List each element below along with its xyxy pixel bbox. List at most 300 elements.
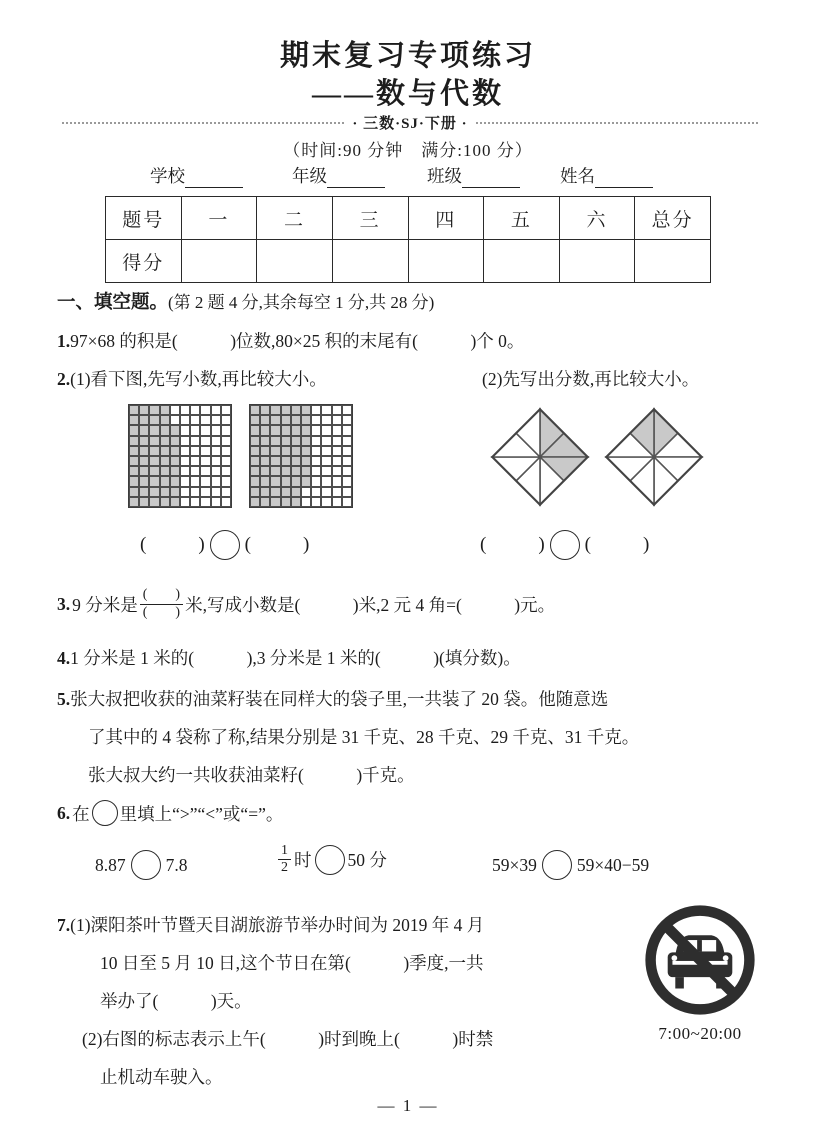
grid-cell xyxy=(149,456,159,466)
grid-cell xyxy=(129,456,139,466)
grid-cell xyxy=(342,466,352,476)
grid-cell xyxy=(281,405,291,415)
grid-cell xyxy=(170,405,180,415)
comparison-circle xyxy=(315,845,345,875)
grid-cell xyxy=(281,415,291,425)
grid-cell xyxy=(129,446,139,456)
score-table-col-6: 六 xyxy=(559,197,635,240)
fraction-compare-blanks xyxy=(480,530,649,560)
grid-cell xyxy=(180,405,190,415)
question-7-line1 xyxy=(57,912,484,937)
field-name xyxy=(560,163,653,188)
paren-close: ) xyxy=(642,534,650,555)
grid-cell xyxy=(221,456,231,466)
paren-open: ( xyxy=(140,534,147,555)
grid-cell xyxy=(170,466,180,476)
grid-cell xyxy=(270,415,280,425)
compare-2-unit: 时 xyxy=(294,850,312,871)
grid-cell xyxy=(139,476,149,486)
grid-cell xyxy=(200,476,210,486)
grid-cell xyxy=(200,456,210,466)
grid-cell xyxy=(311,446,321,456)
decimal-grid-2 xyxy=(249,404,353,508)
grid-cell xyxy=(301,487,311,497)
grid-cell xyxy=(221,487,231,497)
grid-cell xyxy=(170,446,180,456)
grid-cell xyxy=(321,446,331,456)
grid-cell xyxy=(211,436,221,446)
grid-cell xyxy=(221,425,231,435)
paren-close: ) xyxy=(302,534,310,555)
score-table-header-row xyxy=(106,197,711,240)
grid-cell xyxy=(291,476,301,486)
comparison-circle xyxy=(92,800,118,826)
question-6-post: 里填上“>”“<”或“=”。 xyxy=(119,803,284,824)
grid-cell xyxy=(129,487,139,497)
grid-cell xyxy=(291,497,301,507)
grid-cell xyxy=(332,425,342,435)
score-cell xyxy=(332,240,408,283)
grid-cell xyxy=(200,466,210,476)
question-7-line1-text: (1)溧阳茶叶节暨天目湖旅游节举办时间为 2019 年 4 月 xyxy=(70,915,485,935)
grid-cell xyxy=(211,446,221,456)
grid-cell xyxy=(180,446,190,456)
grid-cell xyxy=(149,436,159,446)
score-table-col-5: 五 xyxy=(484,197,560,240)
grid-cell xyxy=(250,497,260,507)
question-7-line4: (2)右图的标志表示上午( )时到晚上( )时禁 xyxy=(82,1029,494,1049)
grid-cell xyxy=(170,425,180,435)
grid-cell xyxy=(332,456,342,466)
grid-cell xyxy=(221,405,231,415)
grid-cell xyxy=(250,446,260,456)
field-class xyxy=(427,163,520,188)
edition-separator xyxy=(62,112,758,133)
fraction-numerator-blank: ( ) xyxy=(140,587,183,604)
grid-cell xyxy=(149,476,159,486)
grid-cell xyxy=(342,436,352,446)
traffic-sign-figure xyxy=(640,903,760,1044)
grid-cell xyxy=(321,456,331,466)
grid-cell xyxy=(260,436,270,446)
grid-cell xyxy=(190,425,200,435)
grid-cell xyxy=(200,425,210,435)
dotted-rule-right xyxy=(476,122,758,124)
no-motor-vehicles-icon xyxy=(643,903,757,1017)
grid-cell xyxy=(221,497,231,507)
paren-open: ( xyxy=(480,534,487,555)
question-6-number: 6. xyxy=(57,802,71,823)
grid-cell xyxy=(170,456,180,466)
grid-cell xyxy=(221,476,231,486)
paren-close: ) xyxy=(198,534,205,555)
grid-cell xyxy=(250,425,260,435)
grid-cell xyxy=(190,415,200,425)
decimal-compare-blanks xyxy=(140,530,309,560)
grid-cell xyxy=(190,487,200,497)
grid-cell xyxy=(250,487,260,497)
compare-1-right: 7.8 xyxy=(165,854,188,875)
grid-cell xyxy=(160,446,170,456)
grid-cell xyxy=(301,415,311,425)
grid-cell xyxy=(170,497,180,507)
field-name-blank xyxy=(595,169,653,188)
grid-cell xyxy=(291,466,301,476)
question-3 xyxy=(57,580,555,628)
compare-3-left: 59×39 xyxy=(492,854,537,875)
grid-cell xyxy=(160,466,170,476)
grid-cell xyxy=(311,487,321,497)
grid-cell xyxy=(211,405,221,415)
comparison-circle xyxy=(550,530,580,560)
grid-cell xyxy=(332,487,342,497)
grid-cell xyxy=(129,425,139,435)
field-grade xyxy=(292,163,385,188)
page-title-line1: 期末复习专项练习 xyxy=(279,40,536,72)
grid-cell xyxy=(160,436,170,446)
grid-cell xyxy=(180,466,190,476)
grid-cell xyxy=(342,446,352,456)
grid-cell xyxy=(291,446,301,456)
grid-cell xyxy=(260,466,270,476)
grid-cell xyxy=(270,425,280,435)
grid-cell xyxy=(200,446,210,456)
grid-cell xyxy=(139,405,149,415)
grid-cell xyxy=(342,476,352,486)
grid-cell xyxy=(270,466,280,476)
fraction-denominator: 2 xyxy=(281,860,288,876)
grid-cell xyxy=(139,497,149,507)
fraction-denominator-blank: ( ) xyxy=(142,604,181,620)
score-cell xyxy=(484,240,560,283)
grid-cell xyxy=(200,405,210,415)
comparison-circle xyxy=(131,850,161,880)
field-school xyxy=(150,163,243,188)
grid-cell xyxy=(291,405,301,415)
grid-cell xyxy=(270,436,280,446)
score-cell xyxy=(257,240,333,283)
score-table xyxy=(105,196,711,283)
grid-cell xyxy=(160,405,170,415)
question-5-line2: 了其中的 4 袋称了称,结果分别是 31 千克、28 千克、29 千克、31 千克。 xyxy=(88,727,640,747)
grid-cell xyxy=(149,497,159,507)
grid-cell xyxy=(281,456,291,466)
question-3-pre: 9 分米是 xyxy=(72,594,138,615)
time-score-meta: （时间:90 分钟 满分:100 分） xyxy=(283,141,533,160)
grid-cell xyxy=(139,415,149,425)
grid-cell xyxy=(260,456,270,466)
grid-cell xyxy=(260,405,270,415)
grid-cell xyxy=(321,415,331,425)
grid-cell xyxy=(311,405,321,415)
section-one-title: 一、填空题。 xyxy=(57,293,169,313)
grid-cell xyxy=(129,405,139,415)
grid-cell xyxy=(270,456,280,466)
grid-cell xyxy=(200,415,210,425)
grid-cell xyxy=(149,425,159,435)
grid-cell xyxy=(180,415,190,425)
grid-cell xyxy=(270,487,280,497)
grid-cell xyxy=(129,497,139,507)
grid-cell xyxy=(160,456,170,466)
grid-cell xyxy=(321,405,331,415)
grid-cell xyxy=(270,405,280,415)
grid-cell xyxy=(321,436,331,446)
grid-cell xyxy=(311,466,321,476)
grid-cell xyxy=(170,415,180,425)
fraction-diamond-1 xyxy=(487,404,593,510)
fraction-blank xyxy=(140,587,183,620)
grid-cell xyxy=(170,436,180,446)
question-7-line3: 举办了( )天。 xyxy=(100,991,252,1011)
grid-cell xyxy=(291,425,301,435)
grid-cell xyxy=(321,476,331,486)
grid-cell xyxy=(221,415,231,425)
grid-cell xyxy=(149,466,159,476)
grid-cell xyxy=(160,425,170,435)
grid-cell xyxy=(160,476,170,486)
grid-cell xyxy=(211,456,221,466)
question-2-number: 2. xyxy=(57,369,71,389)
question-4-text: 1 分米是 1 米的( ),3 分米是 1 米的( )(填分数)。 xyxy=(70,648,521,668)
score-table-score-row xyxy=(106,240,711,283)
grid-cell xyxy=(291,456,301,466)
grid-cell xyxy=(342,487,352,497)
question-3-post: 米,写成小数是( )米,2 元 4 角=( )元。 xyxy=(185,594,556,615)
question-4-number: 4. xyxy=(57,648,71,668)
field-grade-label: 年级 xyxy=(292,166,327,186)
grid-cell xyxy=(139,446,149,456)
grid-cell xyxy=(250,476,260,486)
grid-cell xyxy=(281,436,291,446)
score-table-col-1: 一 xyxy=(181,197,257,240)
grid-cell xyxy=(250,436,260,446)
question-2-part2-text: (2)先写出分数,再比较大小。 xyxy=(482,369,700,389)
question-6 xyxy=(57,800,283,826)
grid-cell xyxy=(332,415,342,425)
grid-cell xyxy=(281,425,291,435)
grid-cell xyxy=(180,476,190,486)
answer-blank-left xyxy=(140,534,205,556)
grid-cell xyxy=(160,497,170,507)
grid-cell xyxy=(190,436,200,446)
grid-cell xyxy=(250,415,260,425)
grid-cell xyxy=(291,436,301,446)
score-table-col-label: 题号 xyxy=(106,197,182,240)
score-cell xyxy=(635,240,711,283)
compare-1-left: 8.87 xyxy=(95,854,126,875)
grid-cell xyxy=(211,425,221,435)
grid-cell xyxy=(281,497,291,507)
grid-cell xyxy=(332,476,342,486)
grid-cell xyxy=(170,487,180,497)
score-table-col-4: 四 xyxy=(408,197,484,240)
field-class-label: 班级 xyxy=(427,166,462,186)
grid-cell xyxy=(139,487,149,497)
grid-cell xyxy=(260,415,270,425)
grid-cell xyxy=(180,487,190,497)
grid-cell xyxy=(211,476,221,486)
grid-cell xyxy=(301,497,311,507)
grid-cell xyxy=(129,466,139,476)
grid-cell xyxy=(321,487,331,497)
grid-cell xyxy=(149,405,159,415)
grid-cell xyxy=(342,456,352,466)
grid-cell xyxy=(311,456,321,466)
grid-cell xyxy=(180,436,190,446)
grid-cell xyxy=(311,497,321,507)
grid-cell xyxy=(311,415,321,425)
grid-cell xyxy=(211,487,221,497)
section-one-heading xyxy=(57,288,434,314)
grid-cell xyxy=(139,436,149,446)
grid-cell xyxy=(291,415,301,425)
page-number: — 1 — xyxy=(377,1096,439,1115)
score-table-col-total: 总分 xyxy=(635,197,711,240)
grid-cell xyxy=(190,405,200,415)
grid-cell xyxy=(311,425,321,435)
question-5-line3: 张大叔大约一共收获油菜籽( )千克。 xyxy=(88,765,415,785)
grid-cell xyxy=(149,487,159,497)
answer-blank-right xyxy=(585,534,650,556)
answer-blank-left xyxy=(480,534,545,556)
grid-cell xyxy=(311,476,321,486)
field-name-label: 姓名 xyxy=(560,166,595,186)
question-2-part1 xyxy=(57,366,327,391)
grid-cell xyxy=(301,436,311,446)
grid-cell xyxy=(139,456,149,466)
grid-cell xyxy=(301,456,311,466)
grid-cell xyxy=(200,497,210,507)
compare-item-2 xyxy=(278,843,387,876)
sign-hours-caption: 7:00~20:00 xyxy=(658,1024,742,1043)
grid-cell xyxy=(200,487,210,497)
field-school-blank xyxy=(185,169,243,188)
fraction-numerator: 1 xyxy=(278,843,291,860)
grid-cell xyxy=(211,497,221,507)
answer-blank-right xyxy=(245,534,310,556)
score-cell xyxy=(408,240,484,283)
page-title-line2: ——数与代数 xyxy=(311,78,504,110)
grid-cell xyxy=(139,425,149,435)
grid-cell xyxy=(149,415,159,425)
score-table-col-2: 二 xyxy=(257,197,333,240)
grid-cell xyxy=(321,425,331,435)
edition-label: · 三数·SJ·下册 · xyxy=(352,116,468,132)
grid-cell xyxy=(221,436,231,446)
fraction-diamond-2 xyxy=(601,404,707,510)
compare-item-3 xyxy=(492,850,649,880)
grid-cell xyxy=(190,456,200,466)
grid-cell xyxy=(281,446,291,456)
compare-2-right: 50 分 xyxy=(347,850,387,871)
grid-cell xyxy=(342,415,352,425)
grid-cell xyxy=(129,436,139,446)
compare-3-right: 59×40−59 xyxy=(576,854,650,875)
grid-cell xyxy=(270,446,280,456)
grid-cell xyxy=(311,436,321,446)
grid-cell xyxy=(170,476,180,486)
decimal-grid-1 xyxy=(128,404,232,508)
grid-cell xyxy=(260,425,270,435)
grid-cell xyxy=(342,497,352,507)
question-4 xyxy=(57,645,521,670)
grid-cell xyxy=(221,466,231,476)
grid-cell xyxy=(160,415,170,425)
grid-cell xyxy=(332,436,342,446)
question-5-line1 xyxy=(57,686,608,711)
field-school-label: 学校 xyxy=(150,166,185,186)
grid-cell xyxy=(281,476,291,486)
grid-cell xyxy=(250,456,260,466)
grid-cell xyxy=(321,466,331,476)
grid-cell xyxy=(332,405,342,415)
question-3-number: 3. xyxy=(57,593,71,614)
grid-cell xyxy=(301,446,311,456)
grid-cell xyxy=(190,446,200,456)
score-cell xyxy=(559,240,635,283)
question-2-part2 xyxy=(482,366,699,391)
grid-cell xyxy=(332,446,342,456)
field-grade-blank xyxy=(327,169,385,188)
score-table-col-3: 三 xyxy=(332,197,408,240)
grid-cell xyxy=(250,405,260,415)
question-2-part1-text: (1)看下图,先写小数,再比较大小。 xyxy=(70,369,327,389)
question-1-number: 1. xyxy=(57,331,71,351)
grid-cell xyxy=(180,456,190,466)
question-5-line1-text: 张大叔把收获的油菜籽装在同样大的袋子里,一共装了 20 袋。他随意选 xyxy=(70,689,609,709)
grid-cell xyxy=(129,476,139,486)
field-class-blank xyxy=(462,169,520,188)
one-half-fraction xyxy=(278,843,291,876)
grid-cell xyxy=(301,405,311,415)
grid-cell xyxy=(149,446,159,456)
grid-cell xyxy=(260,487,270,497)
grid-cell xyxy=(180,497,190,507)
grid-cell xyxy=(190,497,200,507)
comparison-circle xyxy=(542,850,572,880)
grid-cell xyxy=(260,446,270,456)
grid-cell xyxy=(160,487,170,497)
grid-cell xyxy=(281,487,291,497)
section-one-note: (第 2 题 4 分,其余每空 1 分,共 28 分) xyxy=(168,293,435,312)
question-1 xyxy=(57,328,524,353)
dotted-rule-left xyxy=(62,122,344,124)
question-6-pre: 在 xyxy=(72,803,90,824)
paren-open: ( xyxy=(584,534,591,555)
grid-cell xyxy=(211,415,221,425)
grid-cell xyxy=(139,466,149,476)
compare-item-1 xyxy=(95,850,188,880)
comparison-circle xyxy=(210,530,240,560)
grid-cell xyxy=(342,405,352,415)
grid-cell xyxy=(129,415,139,425)
score-row-label: 得分 xyxy=(106,240,182,283)
question-7-line2: 10 日至 5 月 10 日,这个节日在第( )季度,一共 xyxy=(100,953,484,973)
grid-cell xyxy=(301,425,311,435)
grid-cell xyxy=(180,425,190,435)
grid-cell xyxy=(332,497,342,507)
grid-cell xyxy=(260,497,270,507)
paren-open: ( xyxy=(244,534,251,555)
grid-cell xyxy=(332,466,342,476)
grid-cell xyxy=(270,497,280,507)
grid-cell xyxy=(190,476,200,486)
score-cell xyxy=(181,240,257,283)
grid-cell xyxy=(321,497,331,507)
grid-cell xyxy=(250,466,260,476)
question-7-line5: 止机动车驶入。 xyxy=(100,1067,223,1087)
